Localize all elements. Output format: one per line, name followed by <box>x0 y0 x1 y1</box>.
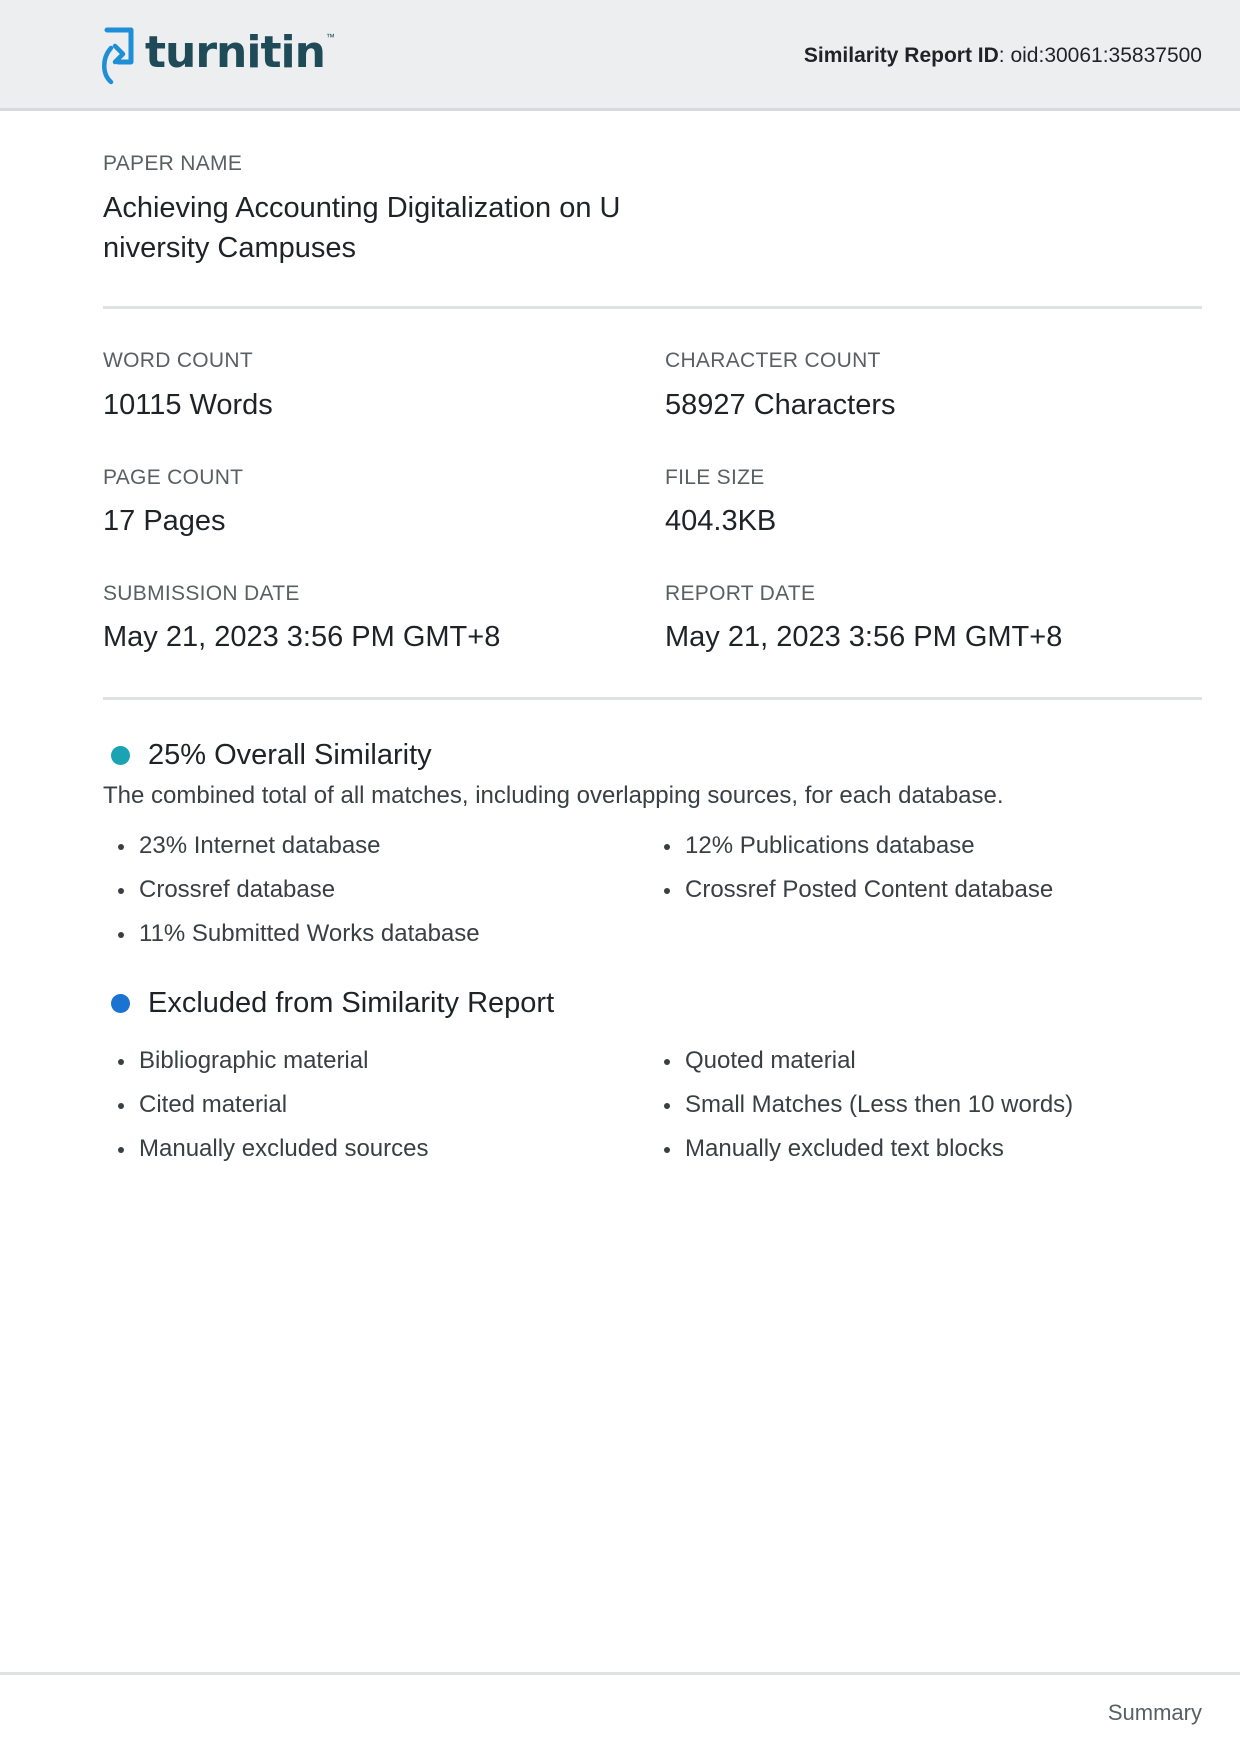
report-header <box>0 0 1240 111</box>
trademark-symbol: ™ <box>325 32 335 42</box>
list-item: Crossref database <box>118 874 480 918</box>
paper-name-value: Achieving Accounting Digitalization on U niversity Campuses <box>103 192 621 264</box>
overall-similarity-heading <box>111 739 432 772</box>
similarity-list-left <box>118 830 480 962</box>
list-item: 12% Publications database <box>664 830 1053 874</box>
list-item: Manually excluded sources <box>118 1133 429 1177</box>
excluded-dot-icon <box>111 994 130 1013</box>
similarity-list-right <box>664 830 1053 918</box>
footer-divider <box>0 1672 1240 1675</box>
excluded-list-left <box>118 1045 429 1177</box>
list-item: 23% Internet database <box>118 830 480 874</box>
report-date-label: REPORT DATE <box>665 582 816 605</box>
divider <box>103 306 1202 309</box>
paper-name-label: PAPER NAME <box>103 152 243 175</box>
list-item: Small Matches (Less then 10 words) <box>664 1089 1073 1133</box>
page-count-value: 17 Pages <box>103 505 226 537</box>
submission-date-label: SUBMISSION DATE <box>103 582 300 605</box>
turnitin-logo-icon <box>101 24 137 86</box>
excluded-list-right <box>664 1045 1073 1177</box>
footer-summary-label: Summary <box>1107 1700 1202 1725</box>
turnitin-logo-text: turnitin <box>145 26 325 78</box>
list-item: Bibliographic material <box>118 1045 429 1089</box>
list-item: Manually excluded text blocks <box>664 1133 1073 1177</box>
similarity-description: The combined total of all matches, including overlapping sources, for each database. <box>103 782 1004 809</box>
list-item: Quoted material <box>664 1045 1073 1089</box>
report-date-value: May 21, 2023 3:56 PM GMT+8 <box>665 621 1063 653</box>
excluded-heading <box>111 987 554 1020</box>
report-id-value: : oid:30061:35837500 <box>998 44 1202 67</box>
file-size-label: FILE SIZE <box>665 466 765 489</box>
character-count-label: CHARACTER COUNT <box>665 349 881 372</box>
list-item: 11% Submitted Works database <box>118 918 480 962</box>
file-size-value: 404.3KB <box>665 505 777 537</box>
word-count-label: WORD COUNT <box>103 349 253 372</box>
list-item: Cited material <box>118 1089 429 1133</box>
overall-similarity-title: 25% Overall Similarity <box>148 739 432 771</box>
similarity-report-id <box>804 44 1202 68</box>
report-id-label: Similarity Report ID <box>803 44 999 67</box>
submission-date-value: May 21, 2023 3:56 PM GMT+8 <box>103 621 501 653</box>
page-count-label: PAGE COUNT <box>103 466 244 489</box>
turnitin-logo <box>101 24 335 86</box>
similarity-dot-icon <box>111 746 130 765</box>
word-count-value: 10115 Words <box>103 389 273 421</box>
excluded-title: Excluded from Similarity Report <box>148 987 555 1019</box>
list-item: Crossref Posted Content database <box>664 874 1053 918</box>
divider <box>103 697 1202 700</box>
character-count-value: 58927 Characters <box>665 389 896 421</box>
